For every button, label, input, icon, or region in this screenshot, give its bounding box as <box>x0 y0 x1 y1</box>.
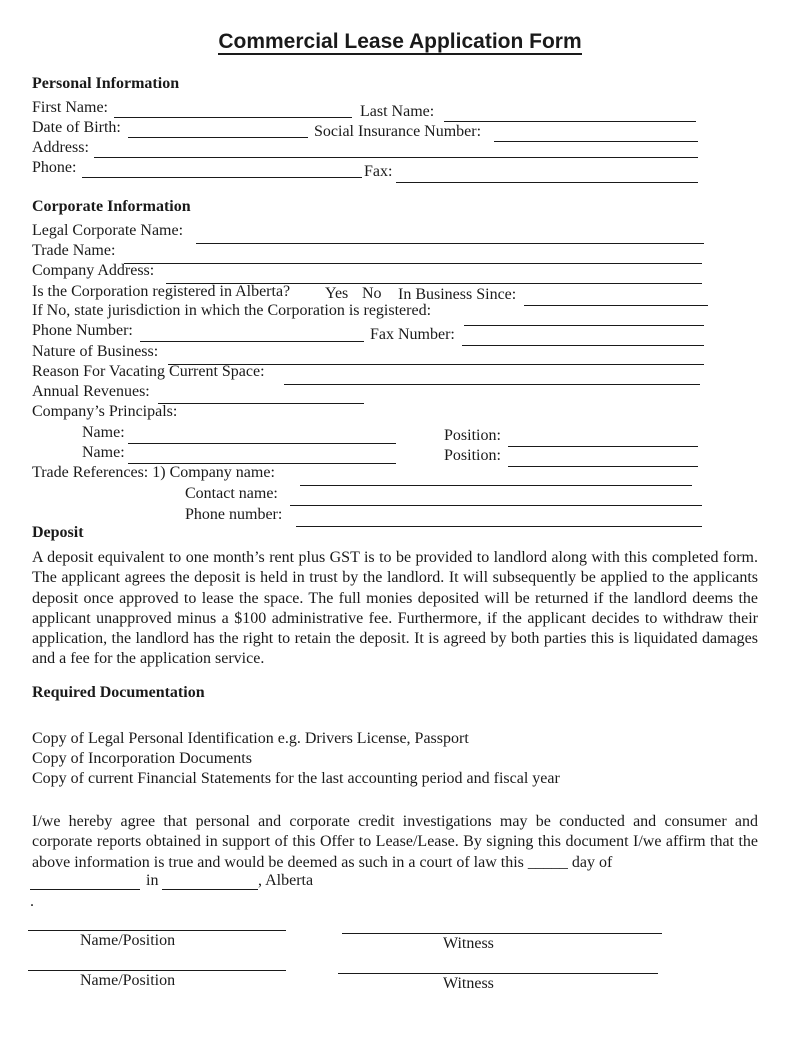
name-position-label-1: Name/Position <box>80 932 176 949</box>
reason-field[interactable] <box>284 384 700 385</box>
witness-label-1: Witness <box>443 935 494 952</box>
agreement-paragraph: I/we hereby agree that personal and corporate credit investigations may be conducted and consumer and corporate reports obtained in support of this Offer to Lease/Lease. By signing this document I/we affirm that the above information is true and would be deemed as such in a court of law this _____ day of <box>32 813 758 871</box>
signature-line-2[interactable] <box>28 970 286 971</box>
legal-name-field[interactable] <box>196 243 704 244</box>
fax-number-field[interactable] <box>462 345 704 346</box>
principal-position-field-1[interactable] <box>508 446 698 447</box>
fax-number-label: Fax Number: <box>370 326 455 343</box>
agreement-in-label: in <box>146 872 159 889</box>
principal-position-label-2: Position: <box>444 447 501 464</box>
reason-label: Reason For Vacating Current Space: <box>32 363 265 380</box>
phone-number-label: Phone Number: <box>32 322 133 339</box>
first-name-label: First Name: <box>32 99 108 116</box>
jurisdiction-label: If No, state jurisdiction in which the Corporation is registered: <box>32 302 432 319</box>
trade-ref-phone-label: Phone number: <box>185 506 283 523</box>
form-title: Commercial Lease Application Form <box>218 30 582 53</box>
trade-name-field[interactable] <box>124 263 702 264</box>
legal-name-label: Legal Corporate Name: <box>32 222 184 239</box>
deposit-heading: Deposit <box>32 524 84 541</box>
documentation-heading: Required Documentation <box>32 684 205 701</box>
registered-question: Is the Corporation registered in Alberta? <box>32 283 291 300</box>
nature-label: Nature of Business: <box>32 343 159 360</box>
agreement-place-field[interactable] <box>162 889 258 890</box>
sin-label: Social Insurance Number: <box>314 123 482 140</box>
revenues-label: Annual Revenues: <box>32 383 150 400</box>
principal-name-label-2: Name: <box>82 444 125 461</box>
company-address-label: Company Address: <box>32 262 155 279</box>
stray-dot: . <box>30 893 34 910</box>
fax-field[interactable] <box>396 182 698 183</box>
trade-ref-phone-field[interactable] <box>296 526 702 527</box>
witness-label-2: Witness <box>443 975 494 992</box>
registered-yes-option[interactable]: Yes <box>325 285 349 302</box>
agreement-day-field[interactable] <box>30 889 140 890</box>
phone-number-field[interactable] <box>140 341 364 342</box>
in-business-field[interactable] <box>524 305 708 306</box>
first-name-field[interactable] <box>114 117 352 118</box>
revenues-field[interactable] <box>158 403 364 404</box>
signature-line-1[interactable] <box>28 930 286 931</box>
principal-name-label-1: Name: <box>82 424 125 441</box>
trade-name-label: Trade Name: <box>32 242 116 259</box>
registered-no-option[interactable]: No <box>362 285 382 302</box>
witness-line-2[interactable] <box>338 973 658 974</box>
in-business-label: In Business Since: <box>398 286 517 303</box>
trade-ref-contact-field[interactable] <box>290 505 702 506</box>
last-name-label: Last Name: <box>360 103 435 120</box>
principal-name-field-1[interactable] <box>128 443 396 444</box>
doc-item-id: Copy of Legal Personal Identification e.g. Drivers License, Passport <box>32 730 469 747</box>
phone-label: Phone: <box>32 159 77 176</box>
dob-field[interactable] <box>128 137 308 138</box>
deposit-paragraph: A deposit equivalent to one month’s rent plus GST is to be provided to landlord along with this completed form. The applicant agrees the deposit is held in trust by the landlord. It will subsequently be applied to the applicants deposit once approved to lease the space. The full monies deposited will be returned if the landlord deems the applicant unapproved minus a $100 administrative fee. Furthermore, if the applicant decides to withdraw their application, the landlord has the right to retain the deposit. It is agreed by both parties this is liquidated damages and a fee for the application service. <box>32 549 758 668</box>
address-field[interactable] <box>94 157 698 158</box>
jurisdiction-field[interactable] <box>464 325 704 326</box>
personal-info-heading: Personal Information <box>32 75 180 92</box>
principal-position-field-2[interactable] <box>508 466 698 467</box>
agreement-alberta-label: , Alberta <box>258 872 314 889</box>
trade-ref-contact-label: Contact name: <box>185 485 278 502</box>
last-name-field[interactable] <box>444 121 696 122</box>
principal-position-label-1: Position: <box>444 427 501 444</box>
dob-label: Date of Birth: <box>32 119 121 136</box>
trade-ref-company-field[interactable] <box>300 485 692 486</box>
doc-item-incorporation: Copy of Incorporation Documents <box>32 750 252 767</box>
name-position-label-2: Name/Position <box>80 972 176 989</box>
corporate-info-heading: Corporate Information <box>32 198 191 215</box>
doc-item-financials: Copy of current Financial Statements for the last accounting period and fiscal year <box>32 770 560 787</box>
principals-label: Company’s Principals: <box>32 403 178 420</box>
witness-line-1[interactable] <box>342 933 662 934</box>
trade-ref-company-label: Trade References: 1) Company name: <box>32 464 275 481</box>
fax-label: Fax: <box>364 163 393 180</box>
sin-field[interactable] <box>494 141 698 142</box>
phone-field[interactable] <box>82 177 362 178</box>
address-label: Address: <box>32 139 89 156</box>
